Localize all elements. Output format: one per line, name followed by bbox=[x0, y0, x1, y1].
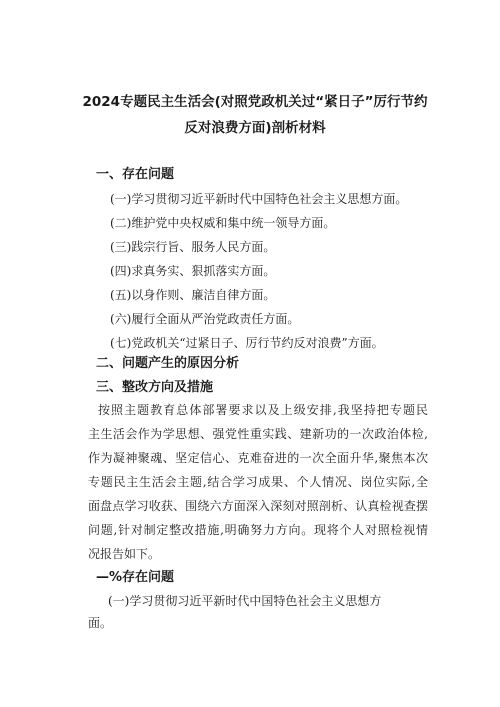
sub-item-line-2: 面。 bbox=[88, 616, 113, 630]
problem-item-7: (七)党政机关“过紧日子、厉行节约反对浪费”方面。 bbox=[110, 336, 384, 350]
problem-item-6: (六)履行全面从严治党政责任方面。 bbox=[110, 312, 300, 326]
paragraph-line: 面盘点学习收获、围绕六方面深入深刻对照剖析、认真检视查摆 bbox=[88, 499, 428, 513]
section-heading-problems: 一、存在问题 bbox=[96, 167, 175, 182]
sub-item-line-1: (一)学习贯彻习近平新时代中国特色社会主义思想方 bbox=[108, 594, 382, 608]
paragraph-line: 作为凝神聚魂、坚定信心、克难奋进的一次全面升华,聚焦本次 bbox=[88, 451, 428, 465]
sub-item-1 bbox=[88, 590, 418, 634]
problem-item-5: (五)以身作则、廉洁自律方面。 bbox=[110, 288, 276, 302]
paragraph-line: 问题,针对制定整改措施,明确努力方向。现将个人对照检视情 bbox=[88, 523, 428, 537]
problem-item-3: (三)践宗行旨、服务人民方面。 bbox=[110, 240, 276, 254]
paragraph-line: 按照主题教育总体部署要求以及上级安排,我坚持把专题民 bbox=[98, 403, 428, 417]
paragraph-line: 专题民主生活会主题,结合学习成果、个人情况、岗位实际,全 bbox=[88, 475, 428, 489]
section-heading-causes: 二、问题产生的原因分析 bbox=[96, 356, 240, 371]
document-title-line-2: 反对浪费方面)剖析材料 bbox=[184, 120, 326, 136]
problem-item-4: (四)求真务实、狠抓落实方面。 bbox=[110, 264, 276, 278]
section-heading-measures: 三、整改方向及措施 bbox=[96, 380, 214, 395]
body-paragraph bbox=[88, 398, 428, 566]
paragraph-line: 况报告如下。 bbox=[88, 547, 161, 561]
paragraph-line: 主生活会作为学思想、强党性重实践、建新功的一次政治体检, bbox=[88, 427, 428, 441]
document-title-line-1: 2024专题民主生活会(对照党政机关过“紧日子”厉行节约 bbox=[82, 94, 428, 110]
problem-item-1: (一)学习贯彻习近平新时代中国特色社会主义思想方面。 bbox=[110, 192, 408, 206]
subheading-problems: —%存在问题 bbox=[96, 570, 175, 585]
problem-item-2: (二)维护党中央权威和集中统一领导方面。 bbox=[110, 216, 336, 230]
